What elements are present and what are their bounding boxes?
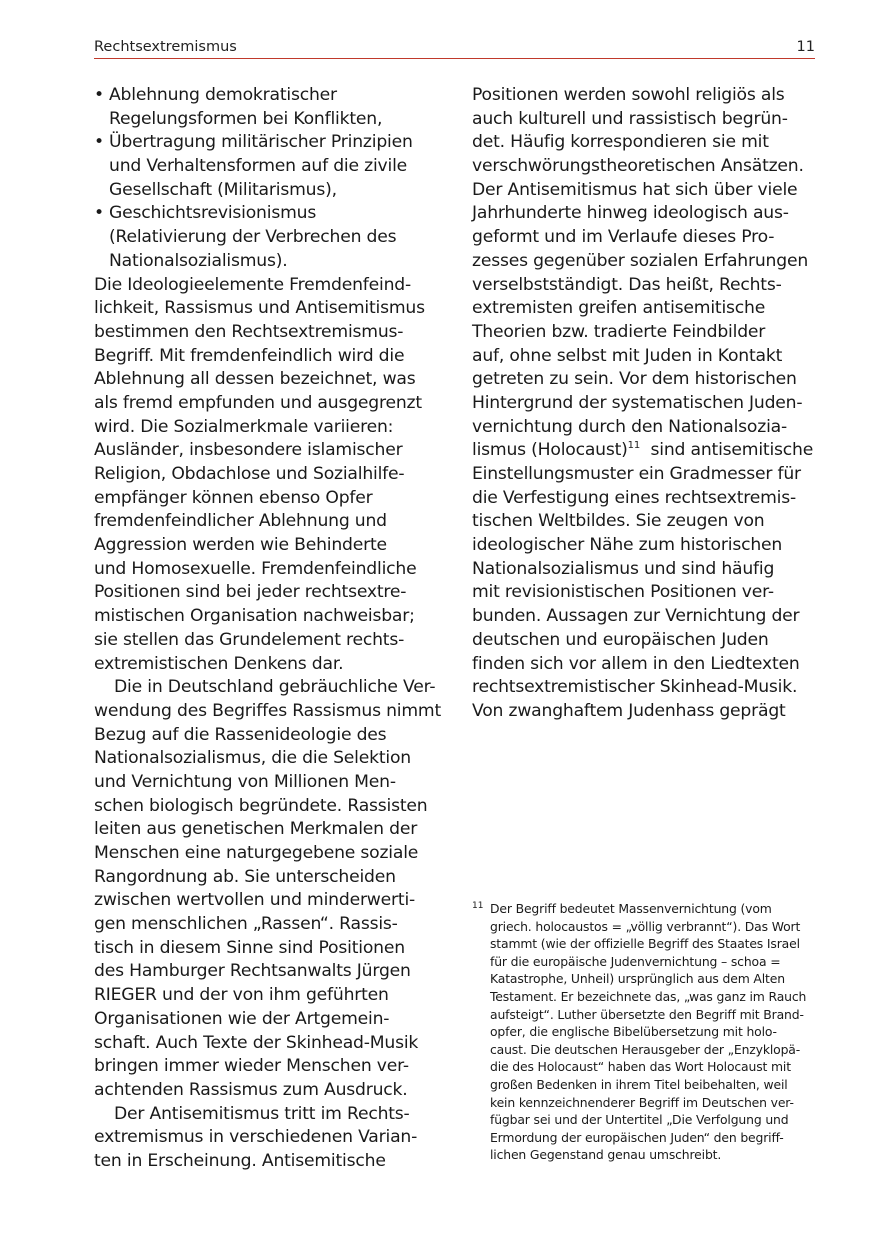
- bullet-glyph: •: [94, 203, 104, 224]
- text-line: sie stellen das Grundelement rechts-: [94, 629, 405, 650]
- text-line: Ablehnung demokratischer: [109, 85, 337, 105]
- running-title: Rechtsextremismus: [94, 39, 237, 55]
- text-line: auf, ohne selbst mit Juden in Kontakt: [472, 345, 783, 366]
- text-line: extremisten greifen antisemitische: [472, 298, 766, 319]
- text-line: rechtsextremistischer Skinhead-Musik.: [472, 677, 798, 698]
- text-line: Theorien bzw. tradierte Feindbilder: [472, 321, 766, 342]
- text-line: gen menschlichen „Rassen“. Rassis-: [94, 914, 398, 935]
- footnote-line: großen Bedenken in ihrem Titel beibehalten, weil: [490, 1076, 788, 1092]
- text-line: Nationalsozialismus und sind häufig: [472, 558, 775, 579]
- text-line: Regelungsformen bei Konflikten,: [109, 108, 383, 129]
- footnote-line: Testament. Er bezeichnete das, „was ganz im Rauch: [490, 988, 807, 1004]
- text-line: schen biologisch begründete. Rassisten: [94, 795, 428, 816]
- text-line: deutschen und europäischen Juden: [472, 629, 769, 650]
- text-line: Die Ideologieelemente Fremdenfeind-: [94, 274, 412, 295]
- text-line: lichkeit, Rassismus und Antisemitismus: [94, 298, 425, 319]
- bullet-item: [94, 202, 439, 273]
- text-line: extremismus in verschiedenen Varian-: [94, 1127, 418, 1148]
- text-line: tischen Weltbildes. Sie zeugen von: [472, 511, 765, 532]
- footnote-line: fügbar sei und der Untertitel „Die Verfolgung und: [490, 1112, 789, 1128]
- footnote-marker: 11: [472, 901, 484, 911]
- text-line: fremdenfeindlicher Ablehnung und: [94, 511, 387, 532]
- text-line: Hintergrund der systematischen Juden-: [472, 392, 803, 413]
- text-line: RIEGER und der von ihm geführten: [94, 985, 389, 1006]
- text-line: mistischen Organisation nachweisbar;: [94, 606, 415, 627]
- text-line: [472, 439, 822, 463]
- text-line: und Homosexuelle. Fremdenfeindliche: [94, 558, 417, 579]
- text-line: getreten zu sein. Vor dem historischen: [472, 369, 797, 390]
- text-line: auch kulturell und rassistisch begrün-: [472, 108, 788, 129]
- bullet-item: [94, 131, 439, 202]
- text-line: finden sich vor allem in den Liedtexten: [472, 653, 800, 674]
- text-line: Religion, Obdachlose und Sozialhilfe-: [94, 464, 405, 484]
- footnote-line: Der Begriff bedeutet Massenvernichtung (vom: [490, 901, 772, 916]
- text-line: Ausländer, insbesondere islamischer: [94, 440, 403, 461]
- text-line: schaft. Auch Texte der Skinhead-Musik: [94, 1032, 419, 1053]
- text-line: Rangordnung ab. Sie unterscheiden: [94, 866, 396, 887]
- text-line: Ablehnung all dessen bezeichnet, was: [94, 369, 416, 390]
- text-line: wendung des Begriffes Rassismus nimmt: [94, 700, 441, 721]
- text-line: mit revisionistischen Positionen ver-: [472, 582, 774, 603]
- text-line: Die in Deutschland gebräuchliche Ver-: [114, 677, 436, 698]
- text-line: ideologischer Nähe zum historischen: [472, 535, 783, 556]
- footnote-line: für die europäische Judenvernichtung – schoa =: [490, 953, 781, 969]
- footnote-line: lichen Gegenstand genau umschreibt.: [490, 1147, 722, 1163]
- text-line: empfänger können ebenso Opfer: [94, 487, 373, 508]
- footnote-reference[interactable]: 11: [627, 440, 640, 452]
- footnote-line: Katastrophe, Unheil) ursprünglich aus dem Alten: [490, 971, 785, 987]
- text-line: vernichtung durch den Nationalsozia-: [472, 416, 787, 437]
- bullet-glyph: •: [94, 85, 104, 105]
- text-line: zwischen wertvollen und minderwerti-: [94, 890, 416, 911]
- text-line: Geschichtsrevisionismus: [109, 203, 317, 224]
- text-line: Übertragung militärischer Prinzipien: [109, 132, 413, 153]
- text-line: [94, 84, 439, 108]
- text-line: Positionen werden sowohl religiös als: [472, 85, 785, 105]
- right-column: [472, 84, 822, 724]
- bullet-item: [94, 84, 439, 131]
- text-line: Bezug auf die Rassenideologie des: [94, 724, 387, 745]
- text-line: bringen immer wieder Menschen ver-: [94, 1056, 409, 1077]
- footnote-line: aufsteigt“. Luther übersetzte den Begriff mit Brand-: [490, 1006, 804, 1022]
- text-line: und Verhaltensformen auf die zivile: [109, 156, 408, 177]
- text-line: ten in Erscheinung. Antisemitische: [94, 1150, 386, 1171]
- text-line: verselbstständigt. Das heißt, Rechts-: [472, 274, 782, 295]
- text-line: achtenden Rassismus zum Ausdruck.: [94, 1079, 408, 1100]
- text-line: Aggression werden wie Behinderte: [94, 535, 387, 556]
- text-line: Organisationen wie der Artgemein-: [94, 1008, 390, 1029]
- text-line: Einstellungsmuster ein Gradmesser für: [472, 464, 801, 484]
- text-segment: sind antisemitische: [640, 440, 814, 461]
- bullet-glyph: •: [94, 132, 104, 153]
- text-line: bestimmen den Rechtsextremismus-: [94, 321, 404, 342]
- footnote-line: stammt (wie der offizielle Begriff des Staates Israel: [490, 936, 800, 952]
- text-line: [94, 202, 439, 226]
- left-column: [94, 84, 439, 1174]
- text-line: die Verfestigung eines rechtsextremis-: [472, 487, 797, 508]
- text-line: wird. Die Sozialmerkmale variieren:: [94, 416, 394, 437]
- text-line: [94, 131, 439, 155]
- footnote-line: opfer, die englische Bibelübersetzung mit holo-: [490, 1024, 777, 1040]
- text-line: als fremd empfunden und ausgegrenzt: [94, 392, 422, 413]
- text-line: Nationalsozialismus).: [109, 250, 288, 271]
- footnote-line: die des Holocaust“ haben das Wort Holocaust mit: [490, 1059, 791, 1075]
- page-number: 11: [796, 39, 815, 55]
- text-line: extremistischen Denkens dar.: [94, 653, 344, 674]
- text-line: Menschen eine naturgegebene soziale: [94, 843, 419, 863]
- paragraph: [94, 274, 439, 677]
- footnote-line: Ermordung der europäischen Juden“ den begriff-: [490, 1129, 784, 1145]
- text-line: leiten aus genetischen Merkmalen der: [94, 819, 418, 840]
- text-line: bunden. Aussagen zur Vernichtung der: [472, 606, 800, 627]
- text-line: geformt und im Verlaufe dieses Pro-: [472, 227, 775, 248]
- text-line: verschwörungstheoretischen Ansätzen.: [472, 156, 804, 177]
- text-line: Gesellschaft (Militarismus),: [109, 179, 337, 200]
- footnote-line: kein kennzeichnenderer Begriff im Deutschen ver-: [490, 1094, 794, 1110]
- text-line: Begriff. Mit fremdenfeindlich wird die: [94, 345, 405, 366]
- text-line: Positionen sind bei jeder rechtsextre-: [94, 582, 407, 603]
- text-line: Der Antisemitismus tritt im Rechts-: [114, 1103, 410, 1124]
- text-line: Nationalsozialismus, die die Selektion: [94, 748, 411, 769]
- text-line: Der Antisemitismus hat sich über viele: [472, 179, 798, 200]
- text-line: tisch in diesem Sinne sind Positionen: [94, 937, 405, 958]
- footnote-line: caust. Die deutschen Herausgeber der „Enzyklopä-: [490, 1041, 801, 1057]
- footnote-line: griech. holocaustos = „völlig verbrannt“). Das Wort: [490, 918, 801, 934]
- page-header: [94, 38, 815, 59]
- text-segment: lismus (Holocaust): [472, 440, 628, 461]
- text-line: zesses gegenüber sozialen Erfahrungen: [472, 250, 809, 271]
- text-line: Von zwanghaftem Judenhass geprägt: [472, 700, 786, 721]
- text-line: des Hamburger Rechtsanwalts Jürgen: [94, 961, 411, 982]
- paragraph: [94, 1103, 439, 1174]
- text-line: Jahrhunderte hinweg ideologisch aus-: [472, 203, 789, 224]
- text-line: det. Häufig korrespondieren sie mit: [472, 132, 769, 153]
- bullet-list: [94, 84, 439, 274]
- text-line: (Relativierung der Verbrechen des: [109, 227, 397, 248]
- footnote: [472, 900, 817, 1164]
- paragraph: [94, 676, 439, 1102]
- text-line: und Vernichtung von Millionen Men-: [94, 771, 396, 792]
